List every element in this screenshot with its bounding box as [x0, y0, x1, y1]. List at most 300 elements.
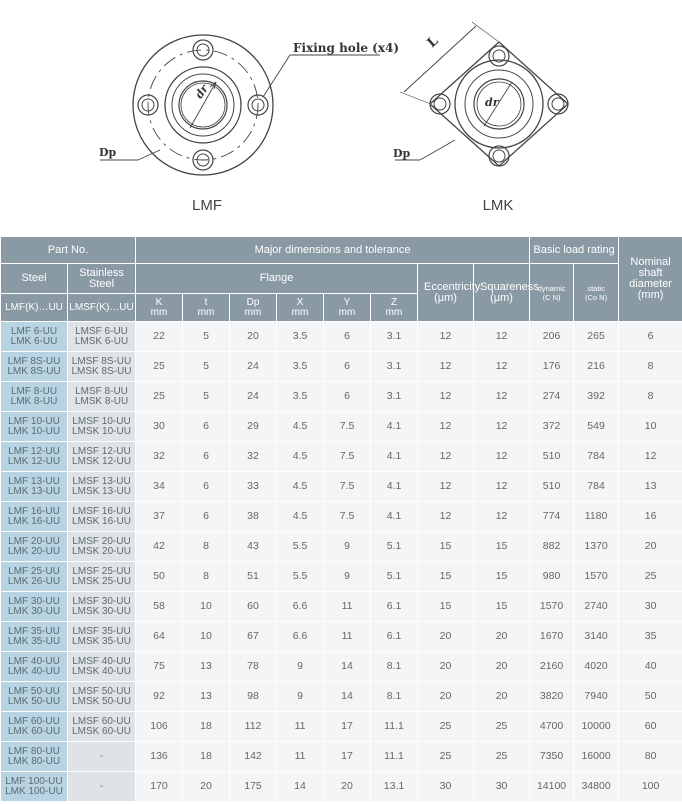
cell-x: 9: [277, 682, 324, 712]
cell-k: 25: [136, 352, 183, 382]
stainless-part-lmsf: LMSF 8S-UU: [71, 355, 132, 367]
cell-steel-part: [1, 382, 68, 412]
cell-dynamic: 176: [530, 352, 574, 382]
header-nominal-shaft: Nominal shaft diameter (mm): [619, 237, 682, 322]
cell-stainless-part: [68, 382, 136, 412]
lmk-drawing: [395, 22, 568, 166]
cell-shaft-diameter: 60: [619, 712, 682, 742]
dp-unit: mm: [244, 306, 262, 318]
static-unit: (Co N): [585, 292, 608, 302]
cell-dp: 142: [230, 742, 277, 772]
header-lmf-code: LMF(K)…UU: [1, 294, 68, 322]
cell-eccentricity: 20: [418, 622, 474, 652]
cell-stainless-part: [68, 742, 136, 772]
cell-k: 64: [136, 622, 183, 652]
cell-k: 92: [136, 682, 183, 712]
cell-z: 4.1: [371, 412, 418, 442]
cell-t: 20: [183, 772, 230, 802]
stainless-part-lmsf: LMSF 8-UU: [75, 385, 128, 397]
dp-label: Dp: [246, 296, 260, 308]
steel-part-lmk: LMK 100-UU: [5, 785, 63, 797]
stainless-part-lmsk: LMSK 20-UU: [72, 545, 131, 557]
x-label: X: [296, 296, 304, 308]
stainless-part-lmsf: LMSF 50-UU: [72, 685, 131, 697]
cell-steel-part: [1, 712, 68, 742]
cell-steel-part: [1, 532, 68, 562]
steel-part-lmk: LMK 8-UU: [10, 395, 58, 407]
cell-static: 392: [574, 382, 619, 412]
z-label: Z: [390, 296, 398, 308]
stainless-part-lmsf: LMSF 16-UU: [72, 505, 131, 517]
steel-part-lmk: LMK 10-UU: [7, 425, 61, 437]
cell-x: 3.5: [277, 322, 324, 352]
table-row: [1, 352, 682, 382]
cell-stainless-part: [68, 652, 136, 682]
steel-part-lmf: LMF 25-UU: [8, 565, 60, 577]
cell-dynamic: 7350: [530, 742, 574, 772]
cell-eccentricity: 12: [418, 382, 474, 412]
header-major-dims: Major dimensions and tolerance: [136, 237, 530, 264]
cell-k: 30: [136, 412, 183, 442]
cell-dynamic: 882: [530, 532, 574, 562]
cell-static: 16000: [574, 742, 619, 772]
cell-z: 11.1: [371, 742, 418, 772]
stainless-part-lmsk: LMSK 6-UU: [74, 335, 129, 347]
stainless-part-none: -: [99, 750, 104, 762]
cell-shaft-diameter: 8: [619, 352, 682, 382]
cell-steel-part: [1, 592, 68, 622]
technical-drawings: [0, 0, 682, 236]
cell-k: 37: [136, 502, 183, 532]
cell-static: 549: [574, 412, 619, 442]
cell-stainless-part: [68, 472, 136, 502]
steel-part-lmf: LMF 10-UU: [8, 415, 60, 427]
cell-dp: 24: [230, 352, 277, 382]
cell-x: 9: [277, 652, 324, 682]
header-y: [324, 294, 371, 322]
cell-squareness: 25: [474, 742, 530, 772]
cell-static: 7940: [574, 682, 619, 712]
cell-dp: 98: [230, 682, 277, 712]
stainless-part-lmsk: LMSK 25-UU: [72, 575, 131, 587]
stainless-part-lmsk: LMSK 13-UU: [72, 485, 131, 497]
cell-eccentricity: 25: [418, 712, 474, 742]
stainless-part-lmsf: LMSF 13-UU: [72, 475, 131, 487]
cell-z: 3.1: [371, 322, 418, 352]
dynamic-label: dynamic: [537, 283, 566, 293]
cell-stainless-part: [68, 532, 136, 562]
cell-dynamic: 980: [530, 562, 574, 592]
cell-k: 22: [136, 322, 183, 352]
steel-part-lmf: LMF 13-UU: [8, 475, 60, 487]
cell-steel-part: [1, 472, 68, 502]
cell-steel-part: [1, 412, 68, 442]
stainless-part-lmsk: LMSK 40-UU: [72, 665, 131, 677]
table-row: [1, 532, 682, 562]
table-row: [1, 682, 682, 712]
cell-x: 5.5: [277, 562, 324, 592]
steel-part-lmk: LMK 80-UU: [7, 755, 61, 767]
cell-shaft-diameter: 20: [619, 532, 682, 562]
cell-z: 4.1: [371, 502, 418, 532]
cell-shaft-diameter: 50: [619, 682, 682, 712]
cell-k: 170: [136, 772, 183, 802]
cell-squareness: 20: [474, 652, 530, 682]
static-label: static: [587, 283, 605, 293]
cell-dynamic: 2160: [530, 652, 574, 682]
cell-eccentricity: 12: [418, 502, 474, 532]
cell-x: 14: [277, 772, 324, 802]
cell-t: 5: [183, 352, 230, 382]
stainless-part-lmsk: LMSK 12-UU: [72, 455, 131, 467]
y-label: Y: [343, 296, 351, 308]
table-row: [1, 712, 682, 742]
steel-part-lmk: LMK 13-UU: [7, 485, 61, 497]
stainless-part-lmsk: LMSK 35-UU: [72, 635, 131, 647]
cell-squareness: 30: [474, 772, 530, 802]
cell-k: 32: [136, 442, 183, 472]
steel-part-lmk: LMK 35-UU: [7, 635, 61, 647]
cell-dynamic: 1670: [530, 622, 574, 652]
header-flange: Flange: [136, 264, 418, 294]
cell-t: 18: [183, 712, 230, 742]
k-label: K: [155, 296, 163, 308]
lmf-drawing: [100, 35, 380, 175]
cell-t: 8: [183, 562, 230, 592]
cell-y: 20: [324, 772, 371, 802]
cell-static: 2740: [574, 592, 619, 622]
cell-steel-part: [1, 442, 68, 472]
cell-x: 3.5: [277, 352, 324, 382]
stainless-part-lmsf: LMSF 10-UU: [72, 415, 131, 427]
cell-static: 3140: [574, 622, 619, 652]
stainless-part-none: -: [99, 780, 104, 792]
cell-dynamic: 1570: [530, 592, 574, 622]
cell-squareness: 12: [474, 502, 530, 532]
cell-y: 11: [324, 592, 371, 622]
cell-t: 18: [183, 742, 230, 772]
cell-static: 784: [574, 472, 619, 502]
stainless-part-lmsf: LMSF 6-UU: [75, 325, 128, 337]
cell-z: 13.1: [371, 772, 418, 802]
cell-squareness: 12: [474, 352, 530, 382]
cell-x: 4.5: [277, 472, 324, 502]
table-row: [1, 472, 682, 502]
table-row: [1, 562, 682, 592]
cell-z: 6.1: [371, 622, 418, 652]
steel-part-lmk: LMK 50-UU: [7, 695, 61, 707]
stainless-part-lmsf: LMSF 25-UU: [72, 565, 131, 577]
cell-squareness: 15: [474, 532, 530, 562]
cell-dp: 33: [230, 472, 277, 502]
stainless-part-lmsk: LMSK 50-UU: [72, 695, 131, 707]
cell-dp: 29: [230, 412, 277, 442]
steel-part-lmk: LMK 20-UU: [7, 545, 61, 557]
steel-part-lmf: LMF 8S-UU: [7, 355, 61, 367]
steel-part-lmf: LMF 6-UU: [10, 325, 58, 337]
cell-shaft-diameter: 8: [619, 382, 682, 412]
cell-shaft-diameter: 80: [619, 742, 682, 772]
table-row: [1, 412, 682, 442]
header-static: [574, 264, 619, 322]
t-label: t: [204, 296, 208, 308]
lmk-caption: LMK: [482, 197, 514, 214]
lmf-dp-label: Dp: [99, 146, 117, 159]
cell-x: 6.6: [277, 592, 324, 622]
spec-table-body: [1, 322, 682, 802]
cell-steel-part: [1, 742, 68, 772]
cell-steel-part: [1, 772, 68, 802]
cell-eccentricity: 12: [418, 352, 474, 382]
table-row: [1, 592, 682, 622]
cell-static: 10000: [574, 712, 619, 742]
cell-static: 265: [574, 322, 619, 352]
cell-eccentricity: 15: [418, 592, 474, 622]
cell-eccentricity: 15: [418, 532, 474, 562]
cell-y: 7.5: [324, 442, 371, 472]
stainless-part-lmsk: LMSK 10-UU: [72, 425, 131, 437]
cell-y: 11: [324, 622, 371, 652]
cell-dynamic: 14100: [530, 772, 574, 802]
cell-dp: 32: [230, 442, 277, 472]
cell-dp: 24: [230, 382, 277, 412]
cell-static: 784: [574, 442, 619, 472]
cell-squareness: 12: [474, 382, 530, 412]
cell-eccentricity: 30: [418, 772, 474, 802]
header-lmsf-code: LMSF(K)…UU: [68, 294, 136, 322]
cell-y: 6: [324, 382, 371, 412]
steel-part-lmf: LMF 16-UU: [8, 505, 60, 517]
z-unit: mm: [385, 306, 403, 318]
table-row: [1, 442, 682, 472]
cell-z: 6.1: [371, 592, 418, 622]
cell-k: 34: [136, 472, 183, 502]
cell-dynamic: 372: [530, 412, 574, 442]
header-x: [277, 294, 324, 322]
steel-part-lmf: LMF 35-UU: [8, 625, 60, 637]
lmf-caption: LMF: [192, 197, 222, 214]
steel-part-lmf: LMF 20-UU: [8, 535, 60, 547]
cell-shaft-diameter: 12: [619, 442, 682, 472]
cell-z: 5.1: [371, 562, 418, 592]
stainless-part-lmsk: LMSK 16-UU: [72, 515, 131, 527]
cell-dp: 67: [230, 622, 277, 652]
spec-table: [0, 236, 682, 802]
cell-y: 17: [324, 712, 371, 742]
steel-part-lmf: LMF 60-UU: [8, 715, 60, 727]
steel-part-lmk: LMK 30-UU: [7, 605, 61, 617]
cell-t: 5: [183, 382, 230, 412]
dynamic-unit: (C N): [542, 292, 561, 302]
t-unit: mm: [197, 306, 215, 318]
cell-t: 8: [183, 532, 230, 562]
cell-eccentricity: 12: [418, 412, 474, 442]
cell-y: 7.5: [324, 472, 371, 502]
cell-x: 4.5: [277, 502, 324, 532]
cell-stainless-part: [68, 622, 136, 652]
cell-k: 106: [136, 712, 183, 742]
cell-k: 136: [136, 742, 183, 772]
steel-part-lmk: LMK 8S-UU: [7, 365, 61, 377]
cell-stainless-part: [68, 682, 136, 712]
header-basic-load: Basic load rating: [530, 237, 619, 264]
cell-y: 6: [324, 322, 371, 352]
cell-x: 3.5: [277, 382, 324, 412]
cell-y: 7.5: [324, 502, 371, 532]
stainless-part-lmsk: LMSK 8-UU: [74, 395, 129, 407]
cell-t: 10: [183, 622, 230, 652]
cell-x: 6.6: [277, 622, 324, 652]
cell-dp: 60: [230, 592, 277, 622]
steel-part-lmf: LMF 12-UU: [8, 445, 60, 457]
cell-dynamic: 510: [530, 472, 574, 502]
cell-y: 17: [324, 742, 371, 772]
lmf-fixing-hole-label: Fixing hole (x4): [293, 41, 400, 55]
header-k: [136, 294, 183, 322]
header-squareness: Squareness (μm): [474, 264, 530, 322]
cell-eccentricity: 12: [418, 442, 474, 472]
cell-z: 4.1: [371, 472, 418, 502]
cell-stainless-part: [68, 352, 136, 382]
cell-shaft-diameter: 30: [619, 592, 682, 622]
steel-part-lmf: LMF 8-UU: [10, 385, 58, 397]
table-row: [1, 502, 682, 532]
cell-steel-part: [1, 652, 68, 682]
cell-dp: 51: [230, 562, 277, 592]
steel-part-lmf: LMF 50-UU: [8, 685, 60, 697]
cell-dynamic: 3820: [530, 682, 574, 712]
cell-dp: 112: [230, 712, 277, 742]
cell-squareness: 12: [474, 412, 530, 442]
cell-stainless-part: [68, 412, 136, 442]
cell-eccentricity: 20: [418, 682, 474, 712]
header-stainless: Stainless Steel: [68, 264, 136, 294]
cell-steel-part: [1, 352, 68, 382]
cell-dp: 38: [230, 502, 277, 532]
cell-stainless-part: [68, 772, 136, 802]
steel-part-lmf: LMF 100-UU: [5, 775, 63, 787]
cell-eccentricity: 12: [418, 472, 474, 502]
steel-part-lmk: LMK 16-UU: [7, 515, 61, 527]
cell-eccentricity: 20: [418, 652, 474, 682]
y-unit: mm: [338, 306, 356, 318]
cell-steel-part: [1, 622, 68, 652]
cell-eccentricity: 12: [418, 322, 474, 352]
cell-shaft-diameter: 16: [619, 502, 682, 532]
cell-shaft-diameter: 40: [619, 652, 682, 682]
cell-k: 75: [136, 652, 183, 682]
header-steel: Steel: [1, 264, 68, 294]
steel-part-lmk: LMK 6-UU: [10, 335, 58, 347]
cell-static: 34800: [574, 772, 619, 802]
header-z: [371, 294, 418, 322]
cell-squareness: 25: [474, 712, 530, 742]
cell-static: 1570: [574, 562, 619, 592]
cell-dp: 43: [230, 532, 277, 562]
cell-dynamic: 4700: [530, 712, 574, 742]
cell-squareness: 15: [474, 562, 530, 592]
steel-part-lmk: LMK 26-UU: [7, 575, 61, 587]
cell-k: 25: [136, 382, 183, 412]
cell-stainless-part: [68, 442, 136, 472]
lmk-dp-label: Dp: [393, 147, 411, 160]
cell-squareness: 20: [474, 682, 530, 712]
table-row: [1, 742, 682, 772]
cell-y: 9: [324, 532, 371, 562]
cell-squareness: 20: [474, 622, 530, 652]
cell-y: 14: [324, 652, 371, 682]
cell-z: 3.1: [371, 382, 418, 412]
cell-z: 5.1: [371, 532, 418, 562]
cell-t: 6: [183, 472, 230, 502]
cell-t: 6: [183, 412, 230, 442]
x-unit: mm: [291, 306, 309, 318]
cell-squareness: 12: [474, 472, 530, 502]
stainless-part-lmsf: LMSF 30-UU: [72, 595, 131, 607]
cell-dp: 78: [230, 652, 277, 682]
lmf-dr-label: dr: [192, 82, 211, 101]
header-eccentricity: Eccentricity (μm): [418, 264, 474, 322]
cell-shaft-diameter: 6: [619, 322, 682, 352]
cell-y: 14: [324, 682, 371, 712]
cell-t: 5: [183, 322, 230, 352]
stainless-part-lmsf: LMSF 20-UU: [72, 535, 131, 547]
cell-shaft-diameter: 13: [619, 472, 682, 502]
cell-shaft-diameter: 100: [619, 772, 682, 802]
stainless-part-lmsf: LMSF 40-UU: [72, 655, 131, 667]
cell-t: 13: [183, 682, 230, 712]
stainless-part-lmsf: LMSF 12-UU: [72, 445, 131, 457]
cell-dynamic: 274: [530, 382, 574, 412]
cell-steel-part: [1, 502, 68, 532]
cell-x: 4.5: [277, 442, 324, 472]
cell-x: 11: [277, 742, 324, 772]
table-row: [1, 772, 682, 802]
cell-squareness: 12: [474, 322, 530, 352]
cell-shaft-diameter: 25: [619, 562, 682, 592]
cell-static: 216: [574, 352, 619, 382]
k-unit: mm: [150, 306, 168, 318]
cell-eccentricity: 15: [418, 562, 474, 592]
steel-part-lmf: LMF 80-UU: [8, 745, 60, 757]
table-row: [1, 652, 682, 682]
cell-stainless-part: [68, 712, 136, 742]
cell-t: 6: [183, 502, 230, 532]
cell-t: 10: [183, 592, 230, 622]
cell-t: 6: [183, 442, 230, 472]
steel-part-lmf: LMF 30-UU: [8, 595, 60, 607]
cell-stainless-part: [68, 502, 136, 532]
cell-squareness: 15: [474, 592, 530, 622]
stainless-part-lmsk: LMSK 30-UU: [72, 605, 131, 617]
steel-part-lmk: LMK 60-UU: [7, 725, 61, 737]
cell-x: 4.5: [277, 412, 324, 442]
cell-x: 5.5: [277, 532, 324, 562]
cell-z: 11.1: [371, 712, 418, 742]
steel-part-lmk: LMK 40-UU: [7, 665, 61, 677]
steel-part-lmk: LMK 12-UU: [7, 455, 61, 467]
cell-steel-part: [1, 322, 68, 352]
stainless-part-lmsk: LMSK 8S-UU: [71, 365, 132, 377]
header-t: [183, 294, 230, 322]
cell-eccentricity: 25: [418, 742, 474, 772]
steel-part-lmf: LMF 40-UU: [8, 655, 60, 667]
cell-dynamic: 774: [530, 502, 574, 532]
header-part-no: Part No.: [1, 237, 136, 264]
cell-t: 13: [183, 652, 230, 682]
cell-z: 4.1: [371, 442, 418, 472]
header-dp: [230, 294, 277, 322]
